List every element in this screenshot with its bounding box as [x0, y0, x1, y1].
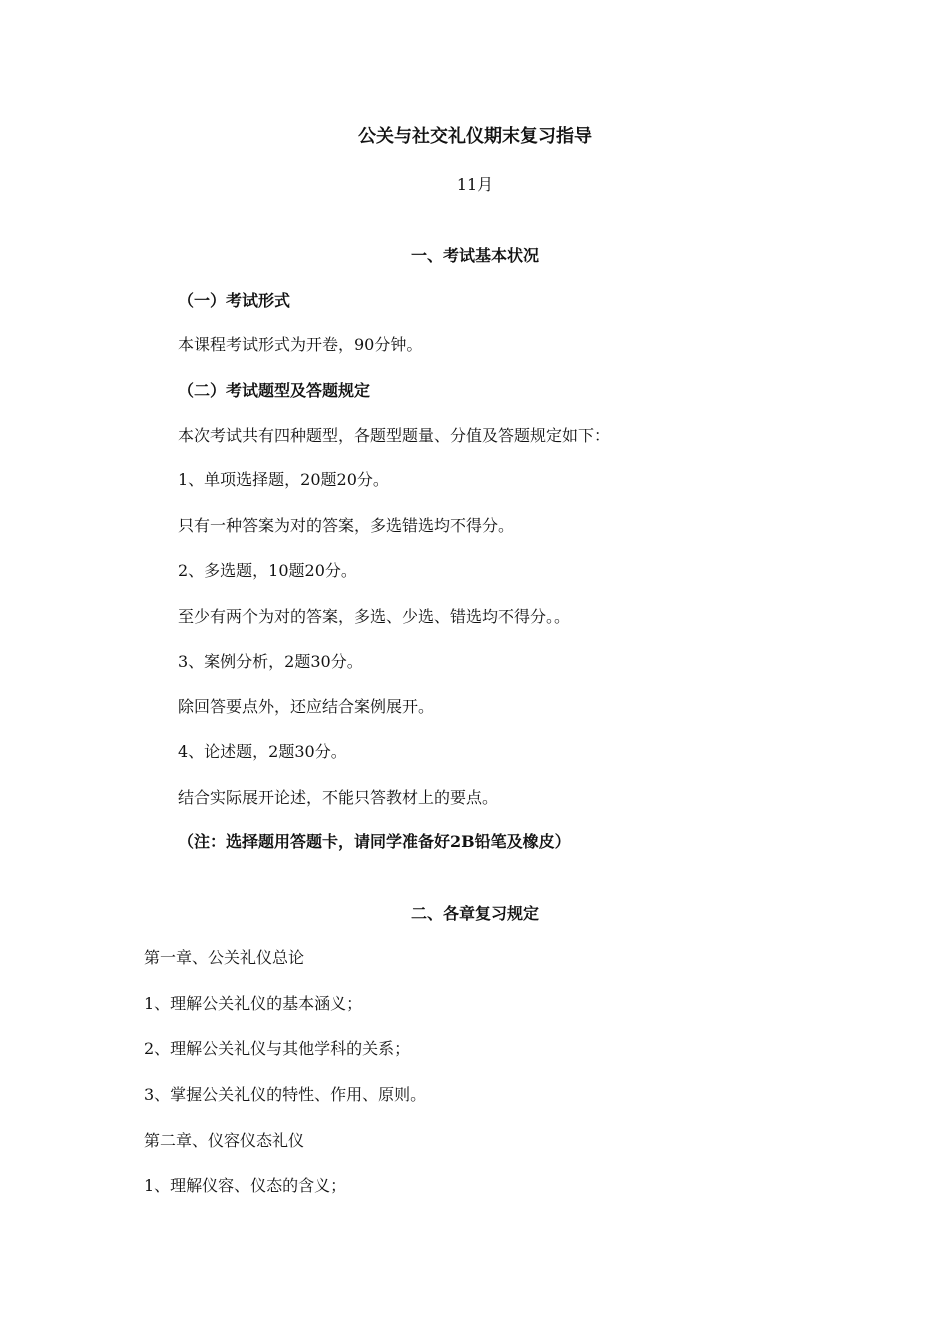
subsection-heading-exam-format: （一）考试形式 — [178, 291, 291, 310]
section-heading-exam-overview: 一、考试基本状况 — [410, 246, 539, 265]
chapter-title: 第一章、公关礼仪总论 — [144, 948, 305, 967]
question-type-item: 2、多选题，10题20分。 — [178, 561, 357, 580]
chapter-point: 3、掌握公关礼仪的特性、作用、原则。 — [144, 1085, 427, 1104]
chapter-title: 第二章、仪容仪态礼仪 — [144, 1131, 305, 1150]
question-type-item: 4、论述题，2题30分。 — [178, 742, 347, 761]
chapter-point: 2、理解公关礼仪与其他学科的关系； — [144, 1039, 411, 1058]
exam-format-text: 本课程考试形式为开卷，90分钟。 — [178, 335, 423, 354]
chapter-point: 1、理解仪容、仪态的含义； — [144, 1176, 347, 1195]
question-type-note: 除回答要点外，还应结合案例展开。 — [178, 697, 435, 716]
question-types-intro: 本次考试共有四种题型，各题型题量、分值及答题规定如下： — [178, 426, 611, 445]
document-date: 11月 — [456, 175, 494, 194]
question-type-note: 结合实际展开论述，不能只答教材上的要点。 — [178, 788, 499, 807]
answer-sheet-remark: （注：选择题用答题卡，请同学准备好2B铅笔及橡皮） — [178, 832, 571, 851]
section-heading-chapter-review: 二、各章复习规定 — [410, 904, 539, 923]
chapter-point: 1、理解公关礼仪的基本涵义； — [144, 994, 363, 1013]
subsection-heading-question-types: （二）考试题型及答题规定 — [178, 381, 371, 400]
document-title: 公关与社交礼仪期末复习指导 — [358, 126, 592, 147]
question-type-item: 1、单项选择题，20题20分。 — [178, 470, 389, 489]
question-type-note: 只有一种答案为对的答案，多选错选均不得分。 — [178, 516, 515, 535]
question-type-item: 3、案例分析，2题30分。 — [178, 652, 363, 671]
question-type-note: 至少有两个为对的答案，多选、少选、错选均不得分。。 — [178, 607, 571, 626]
